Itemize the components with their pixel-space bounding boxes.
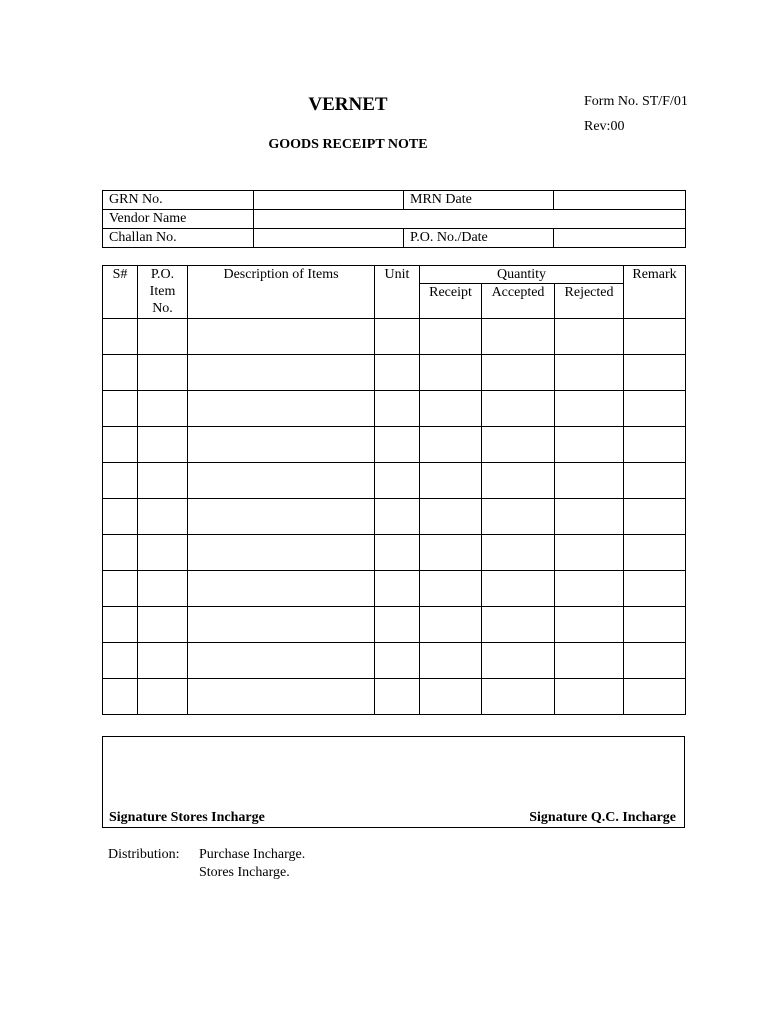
table-cell[interactable] — [138, 463, 188, 499]
table-cell[interactable] — [555, 463, 624, 499]
table-cell[interactable] — [375, 319, 420, 355]
table-cell[interactable] — [138, 643, 188, 679]
table-cell[interactable] — [624, 679, 686, 715]
table-cell[interactable] — [482, 535, 555, 571]
table-cell[interactable] — [103, 535, 138, 571]
table-cell[interactable] — [103, 607, 138, 643]
revision: Rev:00 — [584, 119, 625, 134]
table-cell[interactable] — [103, 679, 138, 715]
table-cell[interactable] — [138, 499, 188, 535]
table-cell[interactable] — [103, 463, 138, 499]
signature-box — [102, 736, 685, 828]
table-cell[interactable] — [103, 571, 138, 607]
items-body — [103, 319, 686, 715]
table-cell[interactable] — [103, 643, 138, 679]
table-row — [103, 391, 686, 427]
table-cell[interactable] — [482, 571, 555, 607]
table-cell[interactable] — [420, 391, 482, 427]
table-cell[interactable] — [188, 427, 375, 463]
col-accepted: Accepted — [482, 284, 555, 319]
col-receipt: Receipt — [420, 284, 482, 319]
grn-no-label: GRN No. — [103, 191, 254, 210]
table-cell[interactable] — [624, 571, 686, 607]
table-cell[interactable] — [482, 427, 555, 463]
table-cell[interactable] — [555, 535, 624, 571]
table-cell[interactable] — [375, 463, 420, 499]
table-cell[interactable] — [103, 427, 138, 463]
col-rejected: Rejected — [555, 284, 624, 319]
table-cell[interactable] — [188, 535, 375, 571]
table-row — [103, 643, 686, 679]
table-cell[interactable] — [482, 679, 555, 715]
table-cell[interactable] — [188, 319, 375, 355]
table-row — [103, 427, 686, 463]
table-cell[interactable] — [624, 607, 686, 643]
table-cell[interactable] — [555, 427, 624, 463]
table-cell[interactable] — [555, 607, 624, 643]
table-cell[interactable] — [375, 391, 420, 427]
table-cell[interactable] — [375, 607, 420, 643]
table-cell[interactable] — [420, 427, 482, 463]
table-cell[interactable] — [103, 391, 138, 427]
signature-stores-incharge: Signature Stores Incharge — [109, 810, 265, 825]
table-cell[interactable] — [138, 679, 188, 715]
table-cell[interactable] — [188, 679, 375, 715]
company-name: VERNET — [308, 94, 388, 115]
grn-no-value[interactable] — [254, 191, 404, 210]
header-row-challan — [103, 229, 686, 248]
table-cell[interactable] — [555, 499, 624, 535]
table-row — [103, 463, 686, 499]
table-cell[interactable] — [624, 499, 686, 535]
signature-qc-incharge: Signature Q.C. Incharge — [529, 810, 676, 825]
table-cell[interactable] — [103, 499, 138, 535]
col-quantity: Quantity — [420, 266, 624, 284]
table-row — [103, 535, 686, 571]
mrn-date-value[interactable] — [554, 191, 686, 210]
table-row — [103, 607, 686, 643]
table-row — [103, 319, 686, 355]
table-cell[interactable] — [420, 535, 482, 571]
table-cell[interactable] — [375, 571, 420, 607]
table-cell[interactable] — [482, 391, 555, 427]
col-description: Description of Items — [188, 266, 375, 319]
table-cell[interactable] — [375, 643, 420, 679]
table-cell[interactable] — [188, 571, 375, 607]
distribution-recipient: Stores Incharge. — [199, 865, 290, 880]
table-cell[interactable] — [624, 535, 686, 571]
table-cell[interactable] — [482, 319, 555, 355]
table-cell[interactable] — [375, 535, 420, 571]
table-cell[interactable] — [482, 463, 555, 499]
table-cell[interactable] — [482, 643, 555, 679]
table-cell[interactable] — [624, 319, 686, 355]
table-cell[interactable] — [420, 679, 482, 715]
table-cell[interactable] — [624, 643, 686, 679]
table-cell[interactable] — [555, 355, 624, 391]
table-cell[interactable] — [482, 355, 555, 391]
table-cell[interactable] — [188, 499, 375, 535]
table-cell[interactable] — [188, 643, 375, 679]
table-cell[interactable] — [138, 391, 188, 427]
table-cell[interactable] — [420, 571, 482, 607]
table-cell[interactable] — [138, 427, 188, 463]
challan-no-value[interactable] — [254, 229, 404, 248]
table-cell[interactable] — [420, 355, 482, 391]
table-cell[interactable] — [420, 499, 482, 535]
table-cell[interactable] — [188, 607, 375, 643]
header-fields-table — [102, 190, 686, 248]
table-cell[interactable] — [138, 607, 188, 643]
table-cell[interactable] — [555, 319, 624, 355]
table-cell[interactable] — [420, 463, 482, 499]
table-cell[interactable] — [188, 463, 375, 499]
table-cell[interactable] — [103, 355, 138, 391]
table-cell[interactable] — [624, 427, 686, 463]
table-cell[interactable] — [555, 643, 624, 679]
table-cell[interactable] — [482, 607, 555, 643]
col-remark: Remark — [624, 266, 686, 319]
table-cell[interactable] — [188, 391, 375, 427]
table-cell[interactable] — [375, 679, 420, 715]
table-cell[interactable] — [555, 571, 624, 607]
items-table — [102, 265, 686, 715]
distribution-recipient: Purchase Incharge. — [199, 847, 306, 862]
po-no-date-label: P.O. No./Date — [404, 229, 554, 248]
challan-no-label: Challan No. — [103, 229, 254, 248]
table-cell[interactable] — [624, 463, 686, 499]
table-cell[interactable] — [420, 319, 482, 355]
col-po-item-no: P.O. Item No. — [138, 266, 188, 319]
table-cell[interactable] — [420, 643, 482, 679]
header-row-vendor — [103, 210, 686, 229]
document-title: GOODS RECEIPT NOTE — [268, 137, 428, 152]
distribution-label: Distribution: — [108, 847, 180, 862]
vendor-name-value[interactable] — [254, 210, 686, 229]
col-unit: Unit — [375, 266, 420, 319]
col-sno: S# — [103, 266, 138, 319]
table-row — [103, 679, 686, 715]
table-cell[interactable] — [555, 391, 624, 427]
table-cell[interactable] — [624, 355, 686, 391]
table-cell[interactable] — [555, 679, 624, 715]
table-cell[interactable] — [103, 319, 138, 355]
table-cell[interactable] — [188, 355, 375, 391]
table-cell[interactable] — [375, 427, 420, 463]
table-cell[interactable] — [375, 499, 420, 535]
vendor-name-label: Vendor Name — [103, 210, 254, 229]
table-row — [103, 571, 686, 607]
table-cell[interactable] — [375, 355, 420, 391]
header-row-grn — [103, 191, 686, 210]
items-header-row — [103, 266, 686, 284]
table-cell[interactable] — [624, 391, 686, 427]
table-row — [103, 499, 686, 535]
table-cell[interactable] — [138, 535, 188, 571]
table-cell[interactable] — [420, 607, 482, 643]
table-cell[interactable] — [138, 355, 188, 391]
table-row — [103, 355, 686, 391]
mrn-date-label: MRN Date — [404, 191, 554, 210]
table-cell[interactable] — [482, 499, 555, 535]
table-cell[interactable] — [138, 319, 188, 355]
form-number: Form No. ST/F/01 — [584, 94, 688, 109]
po-no-date-value[interactable] — [554, 229, 686, 248]
table-cell[interactable] — [138, 571, 188, 607]
